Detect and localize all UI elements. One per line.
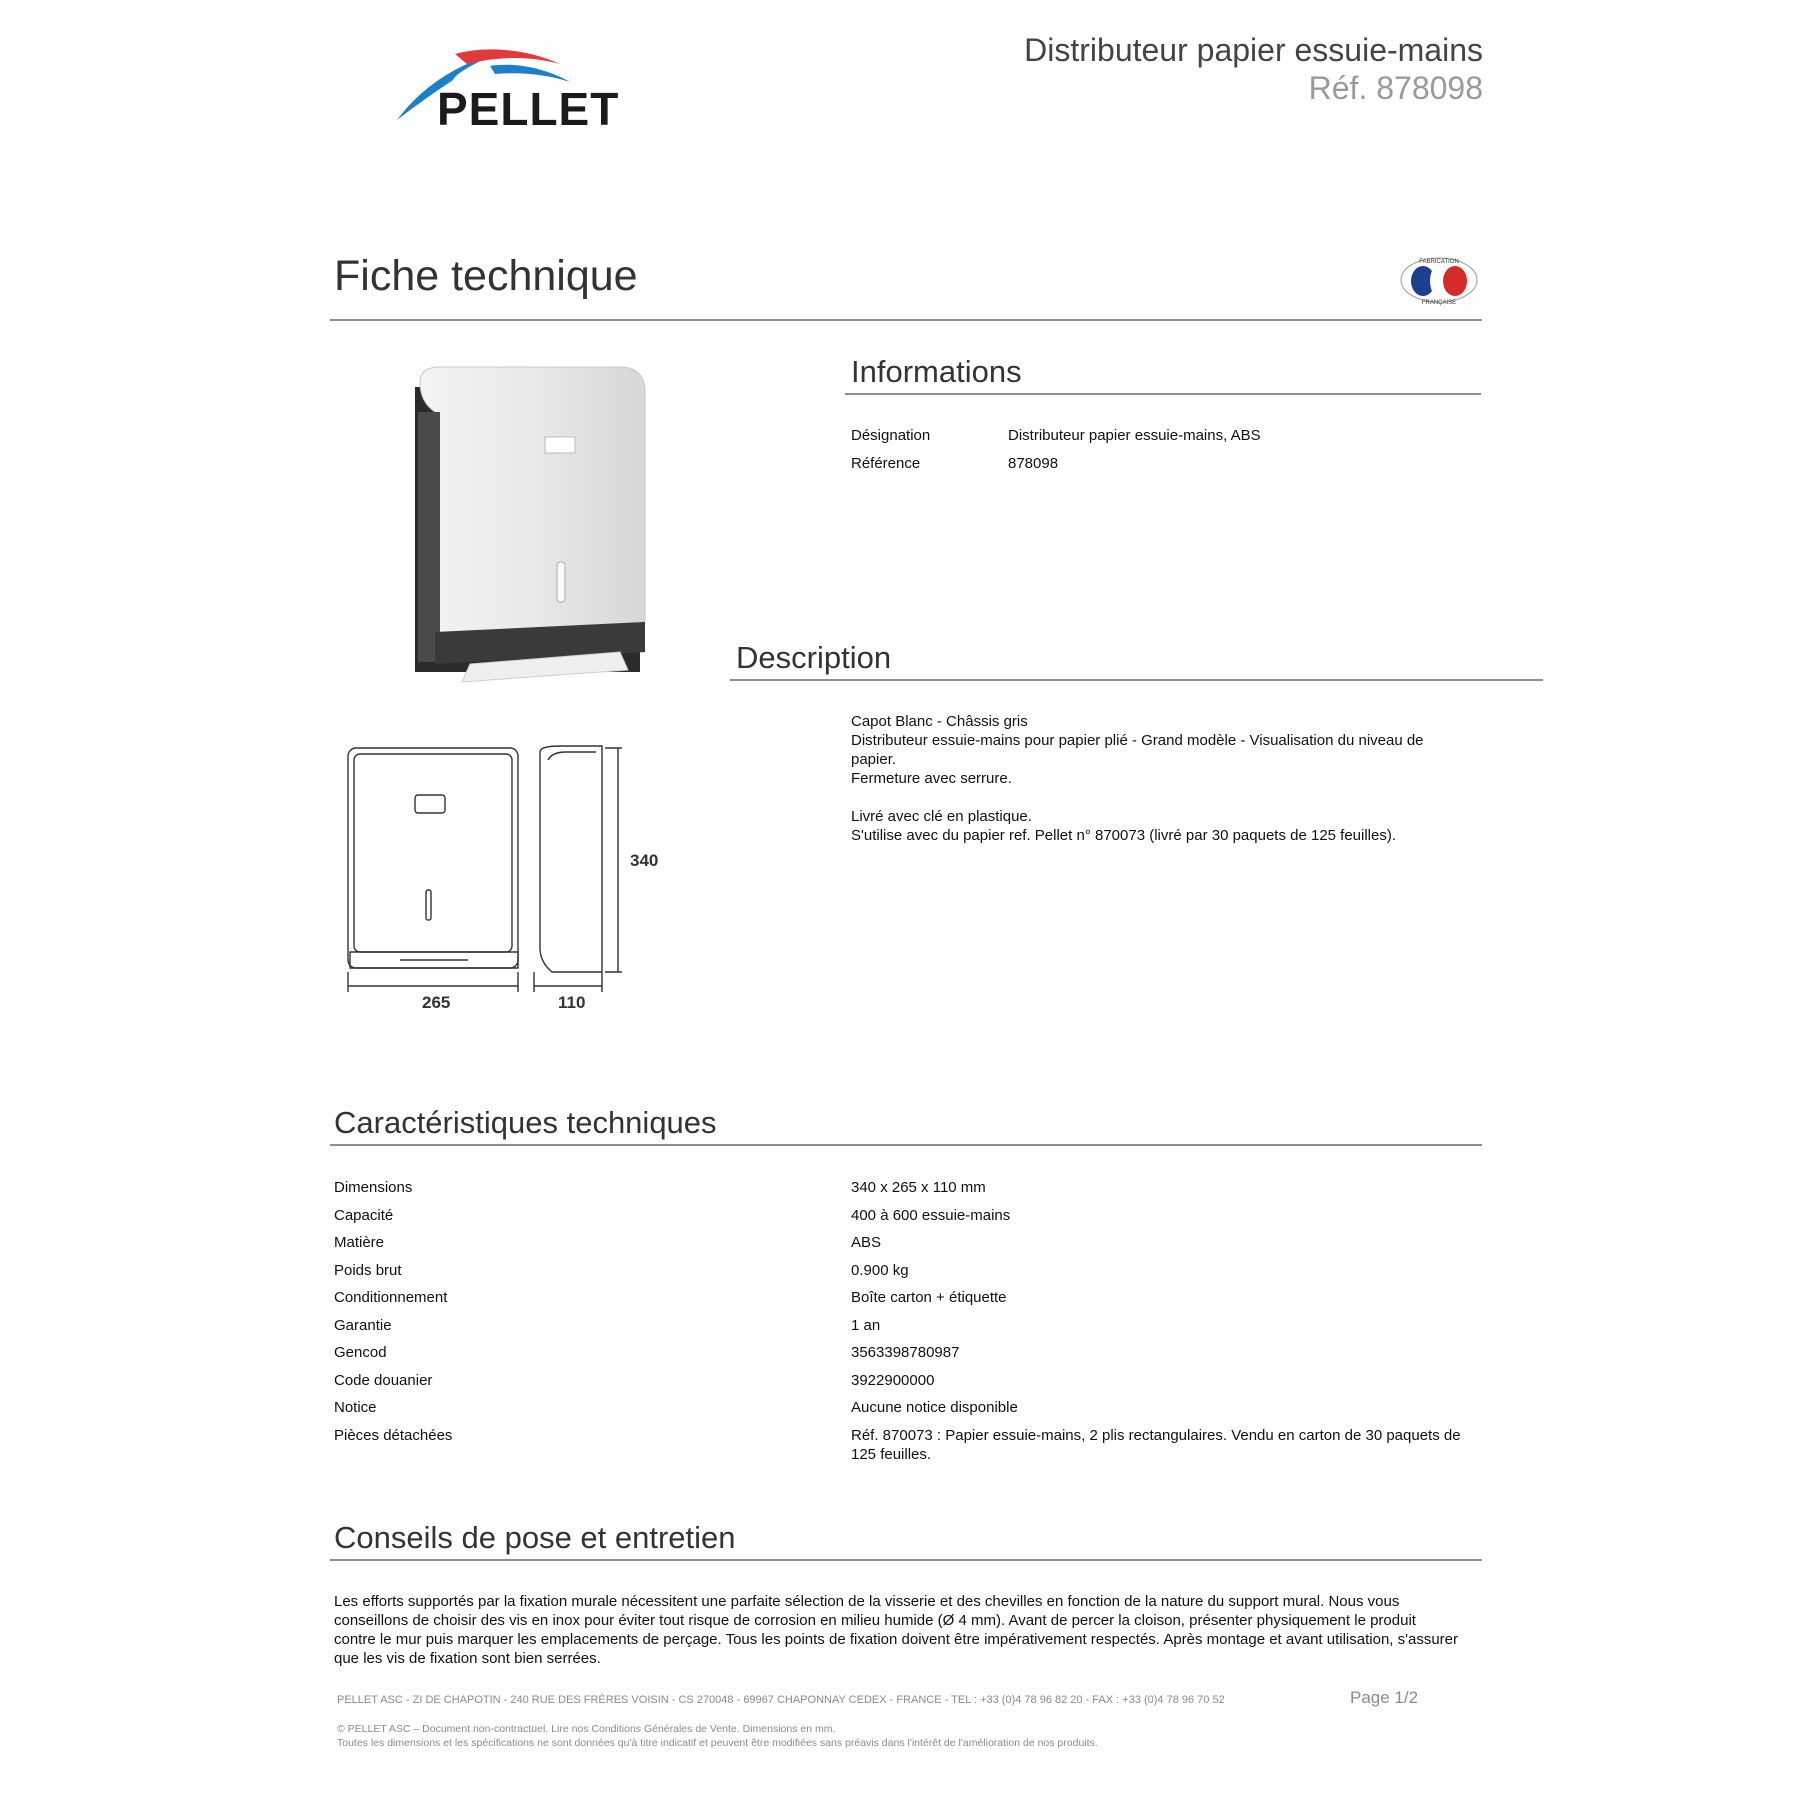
width-label: 265 [422,993,451,1010]
footer-copyright: © PELLET ASC – Document non-contractuel. Lire nos Conditions Générales de Vente. Dimensions en mm. [337,1723,836,1735]
spec-label: Code douanier [334,1371,433,1389]
dimension-drawing [340,740,660,1010]
spec-value-line: 125 feuilles. [851,1445,932,1463]
conseils-line: Les efforts supportés par la fixation murale nécessitent une parfaite sélection de la visserie et des chevilles en fonction de la nature du support mural. Nous vous [334,1593,1400,1610]
page-number: Page 1/2 [1350,1688,1419,1707]
description-line: papier. [851,751,897,768]
spec-value: 3563398780987 [851,1344,960,1361]
informations-table [851,426,1481,486]
spec-label: Pièces détachées [334,1426,453,1444]
height-label: 340 [630,851,659,870]
spec-label: Capacité [334,1206,394,1224]
conseils-line: contre le mur puis marquer les emplacements de perçage. Tous les points de fixation doivent être impérativement respectés. Après montage et avant utilisation, s'assurer [334,1631,1458,1648]
conseils-divider [330,1559,1482,1561]
conseils-line: conseillons de choisir des vis en inox pour éviter tout risque de corrosion en milieu humide (Ø 4 mm). Avant de percer la cloison, présenter physiquement le produit [334,1612,1416,1629]
spec-value: 340 x 265 x 110 mm [851,1179,986,1196]
spec-value: ABS [851,1234,882,1251]
spec-value: Aucune notice disponible [851,1399,1018,1416]
description-line: Livré avec clé en plastique. [851,808,1032,825]
footer-address: PELLET ASC - ZI DE CHAPOTIN - 240 RUE DES FRÈRES VOISIN - CS 270048 - 69967 CHAPONNAY CEDEX - FRANCE - TEL : +33 (0)4 78 96 82 20 - FAX : +33 (0)4 78 96 70 52 [337,1694,1225,1706]
spec-label: Gencod [334,1344,387,1361]
french-flag-icon [1398,254,1480,306]
spec-value-line: Réf. 870073 : Papier essuie-mains, 2 plis rectangulaires. Vendu en carton de 30 paquets de [851,1426,1461,1444]
description-line: Fermeture avec serrure. [851,770,1012,787]
title-divider [330,319,1482,321]
spec-label: Garantie [334,1316,392,1334]
caracteristiques-title: Caractéristiques techniques [334,1105,717,1140]
spec-label: Poids brut [334,1261,402,1279]
spec-value: 3922900000 [851,1371,935,1389]
spec-label: Conditionnement [334,1289,448,1306]
informations-divider [845,393,1481,395]
spec-value [851,1426,1481,1464]
conseils-text [334,1592,1494,1668]
info-value: 878098 [1008,455,1059,472]
depth-label: 110 [558,993,586,1010]
product-photo [360,352,705,692]
paper-towel-dispenser-icon [360,352,705,692]
spec-label: Matière [334,1234,385,1251]
footer-disclaimer: Toutes les dimensions et les spécifications ne sont données qu'à titre indicatif et peuvent être modifiées sans préavis dans l'intérêt de l'amélioration de nos produits. [337,1737,1098,1749]
caracteristiques-divider [330,1144,1482,1146]
informations-title: Informations [851,354,1022,389]
spec-label: Dimensions [334,1179,413,1196]
info-label: Référence [851,455,921,472]
technical-drawing-icon [340,740,660,1010]
description-divider [730,679,1543,681]
badge-text-top: FABRICATION [1419,259,1459,265]
info-label: Désignation [851,427,931,444]
footer-legal [337,1722,1098,1750]
page-title: Fiche technique [334,252,638,300]
conseils-title: Conseils de pose et entretien [334,1520,736,1555]
spec-value: 1 an [851,1316,881,1334]
info-value: Distributeur papier essuie-mains, ABS [1008,427,1261,444]
spec-value: 0.900 kg [851,1261,909,1279]
description-line: Capot Blanc - Châssis gris [851,713,1028,730]
description-text [851,712,1491,845]
spec-value: 400 à 600 essuie-mains [851,1206,1011,1224]
product-reference: Réf. 878098 [1308,70,1483,106]
spec-value: Boîte carton + étiquette [851,1289,1007,1306]
description-title: Description [736,640,892,675]
badge-text-bottom: FRANÇAISE [1421,300,1457,306]
conseils-line: que les vis de fixation sont bien serrées. [334,1650,601,1667]
pellet-logo [395,42,645,135]
fabrication-francaise-badge [1398,254,1480,306]
brand-name: PELLET [437,83,620,135]
spec-label: Notice [334,1399,377,1416]
product-title: Distributeur papier essuie-mains [1024,32,1483,68]
caracteristiques-table [334,1178,1484,1468]
description-line [851,788,1491,807]
description-line: Distributeur essuie-mains pour papier plié - Grand modèle - Visualisation du niveau de [851,732,1424,749]
description-line: S'utilise avec du papier ref. Pellet n° 870073 (livré par 30 paquets de 125 feuilles). [851,827,1397,844]
